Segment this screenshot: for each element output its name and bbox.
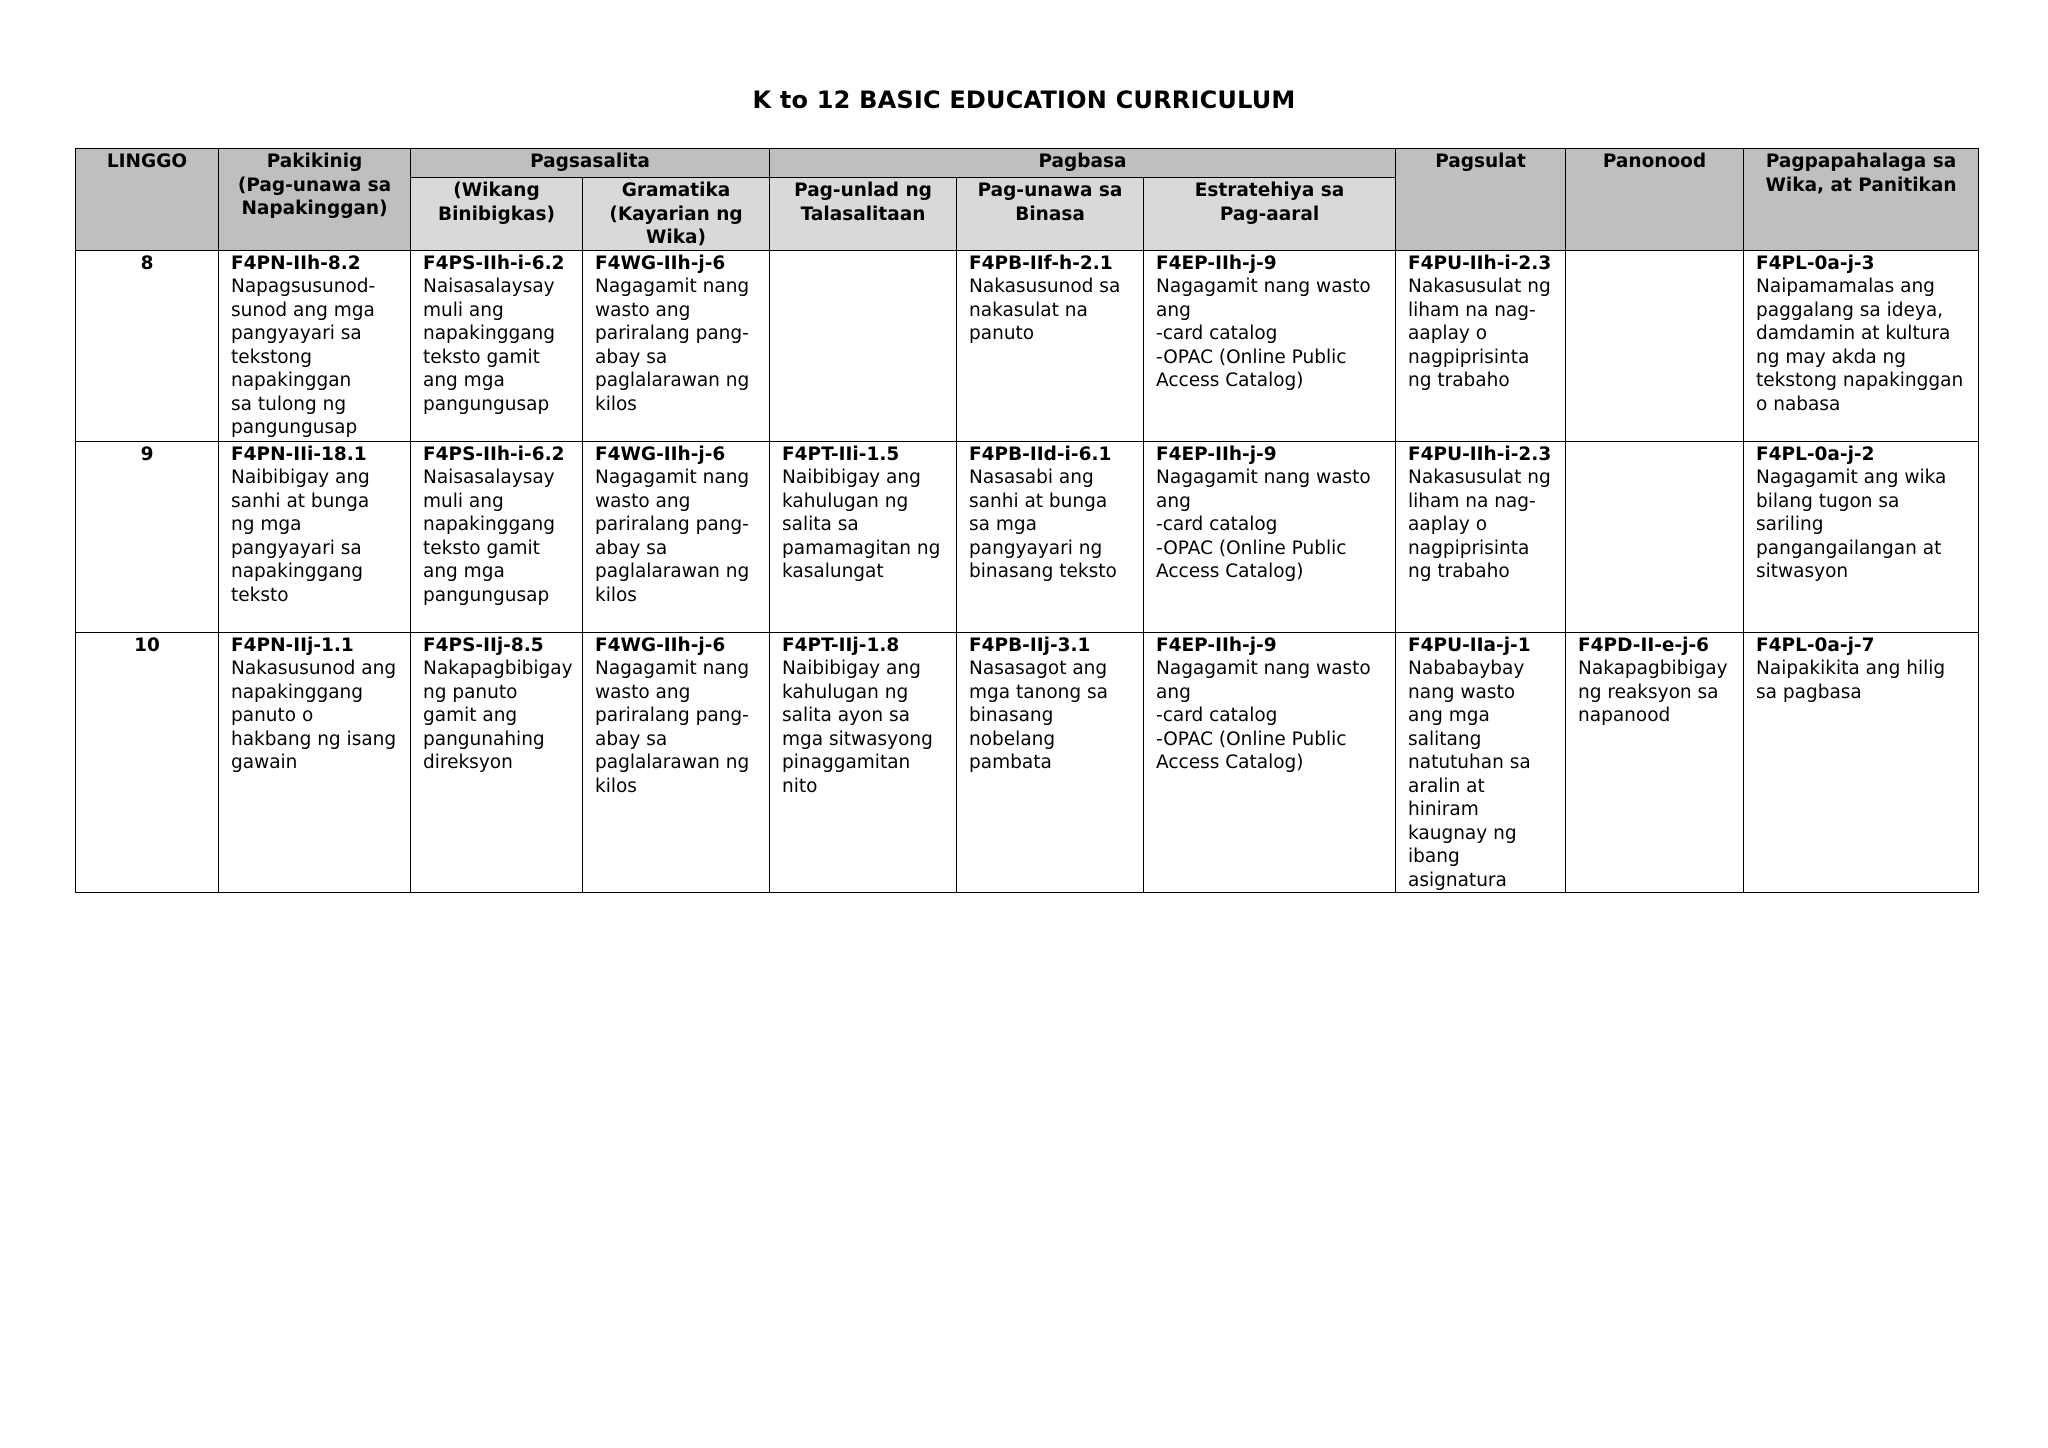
competency-cell [411,441,583,632]
competency-code: F4PT-IIj-1.8 [782,634,900,656]
competency-code: F4WG-IIh-j-6 [595,252,726,274]
week-cell: 8 [76,250,219,441]
header-gramatika: Gramatika (Kayarian ng Wika) [583,178,770,251]
week-cell: 10 [76,632,219,893]
competency-cell [411,632,583,893]
competency-code: F4PB-IId-i-6.1 [969,443,1112,465]
competency-desc: Nakasusulat ng liham na nag-aaplay o nagpiprisinta ng trabaho [1408,276,1551,391]
competency-cell [583,632,770,893]
week-cell: 9 [76,441,219,632]
competency-desc: Nagagamit nang wasto ang -card catalog -OPAC (Online Public Access Catalog) [1156,276,1371,391]
document-title: K to 12 BASIC EDUCATION CURRICULUM [752,86,1296,114]
competency-desc: Naisasalaysay muli ang napakinggang teksto gamit ang mga pangungusap [423,276,556,415]
table-row [76,632,1979,893]
competency-desc: Naibibigay ang kahulugan ng salita ayon sa mga sitwasyong pinaggamitan nito [782,658,933,797]
competency-cell [583,250,770,441]
competency-code: F4EP-IIh-j-9 [1156,252,1277,274]
competency-desc: Nakasusulat ng liham na nag-aaplay o nagpiprisinta ng trabaho [1408,467,1551,582]
table-body [76,250,1979,893]
competency-desc: Nasasagot ang mga tanong sa binasang nobelang pambata [969,658,1108,773]
competency-desc: Nasasabi ang sanhi at bunga sa mga pangyayari ng binasang teksto [969,467,1117,582]
competency-code: F4PN-IIh-8.2 [231,252,361,274]
competency-cell [583,441,770,632]
competency-code: F4PS-IIh-i-6.2 [423,252,565,274]
header-panonood: Panonood [1566,149,1744,251]
competency-desc: Naisasalaysay muli ang napakinggang teksto gamit ang mga pangungusap [423,467,556,606]
competency-cell [219,632,411,893]
header-pagpapahalaga: Pagpapahalaga sa Wika, at Panitikan [1744,149,1979,251]
competency-desc: Nakasusunod ang napakinggang panuto o hakbang ng isang gawain [231,658,397,773]
competency-desc: Naibibigay ang sanhi at bunga ng mga pangyayari sa napakinggang teksto [231,467,370,606]
competency-desc: Nagagamit nang wasto ang -card catalog -OPAC (Online Public Access Catalog) [1156,658,1371,773]
competency-cell [770,632,957,893]
competency-desc: Naipakikita ang hilig sa pagbasa [1756,658,1946,703]
competency-code: F4PU-IIa-j-1 [1408,634,1531,656]
table-row [76,441,1979,632]
competency-cell [411,250,583,441]
competency-code: F4PU-IIh-i-2.3 [1408,443,1552,465]
competency-cell [770,250,957,441]
competency-desc: Nagagamit nang wasto ang -card catalog -OPAC (Online Public Access Catalog) [1156,467,1371,582]
competency-code: F4PB-IIf-h-2.1 [969,252,1113,274]
competency-desc: Nakapagbibigay ng reaksyon sa napanood [1578,658,1728,726]
competency-code: F4PD-II-e-j-6 [1578,634,1710,656]
competency-cell [1744,441,1979,632]
header-pagsasalita: Pagsasalita [411,149,770,178]
competency-cell [1144,250,1396,441]
competency-code: F4PB-IIj-3.1 [969,634,1091,656]
competency-code: F4PN-IIj-1.1 [231,634,354,656]
competency-desc: Nagagamit nang wasto ang pariralang pang-abay sa paglalarawan ng kilos [595,276,750,415]
competency-cell [1144,441,1396,632]
competency-code: F4EP-IIh-j-9 [1156,443,1277,465]
competency-cell [1566,441,1744,632]
competency-desc: Nagagamit nang wasto ang pariralang pang-abay sa paglalarawan ng kilos [595,658,750,797]
competency-cell [770,441,957,632]
competency-cell [1396,441,1566,632]
competency-cell [1566,632,1744,893]
header-pag-unawa-binasa: Pag-unawa sa Binasa [957,178,1144,251]
competency-cell [1396,632,1566,893]
competency-cell [957,441,1144,632]
competency-cell [219,441,411,632]
competency-code: F4EP-IIh-j-9 [1156,634,1277,656]
competency-code: F4PL-0a-j-7 [1756,634,1875,656]
header-pagbasa: Pagbasa [770,149,1396,178]
header-pagsulat: Pagsulat [1396,149,1566,251]
competency-code: F4WG-IIh-j-6 [595,443,726,465]
competency-code: F4PL-0a-j-2 [1756,443,1875,465]
table-header [76,149,1979,251]
header-pakikinig: Pakikinig (Pag-unawa sa Napakinggan) [219,149,411,251]
competency-code: F4PN-IIi-18.1 [231,443,367,465]
competency-desc: Nagagamit ang wika bilang tugon sa sariling pangangailangan at sitwasyon [1756,467,1947,582]
competency-code: F4PU-IIh-i-2.3 [1408,252,1552,274]
competency-desc: Nakapagbibigay ng panuto gamit ang pangunahing direksyon [423,658,573,773]
competency-cell [957,632,1144,893]
competency-code: F4WG-IIh-j-6 [595,634,726,656]
competency-code: F4PT-IIi-1.5 [782,443,900,465]
competency-desc: Naipamamalas ang paggalang sa ideya, damdamin at kultura ng may akda ng tekstong napakinggan o nabasa [1756,276,1964,415]
competency-code: F4PS-IIj-8.5 [423,634,544,656]
competency-code: F4PL-0a-j-3 [1756,252,1875,274]
curriculum-table [75,148,1979,893]
table-row [76,250,1979,441]
header-pag-unlad: Pag-unlad ng Talasalitaan [770,178,957,251]
competency-cell [219,250,411,441]
competency-cell [1744,250,1979,441]
competency-desc: Napagsusunod-sunod ang mga pangyayari sa tekstong napakinggan sa tulong ng pangungusap [231,276,376,438]
competency-cell [1396,250,1566,441]
header-wikang-binibigkas: (Wikang Binibigkas) [411,178,583,251]
header-linggo: LINGGO [76,149,219,251]
competency-cell [1566,250,1744,441]
competency-desc: Nakasusunod sa nakasulat na panuto [969,276,1121,344]
header-estratehiya: Estratehiya sa Pag-aaral [1144,178,1396,251]
competency-desc: Nababaybay nang wasto ang mga salitang natutuhan sa aralin at hiniram kaugnay ng ibang asignatura [1408,658,1531,891]
competency-cell [957,250,1144,441]
competency-cell [1144,632,1396,893]
competency-code: F4PS-IIh-i-6.2 [423,443,565,465]
competency-desc: Nagagamit nang wasto ang pariralang pang-abay sa paglalarawan ng kilos [595,467,750,606]
competency-cell [1744,632,1979,893]
competency-desc: Naibibigay ang kahulugan ng salita sa pamamagitan ng kasalungat [782,467,941,582]
